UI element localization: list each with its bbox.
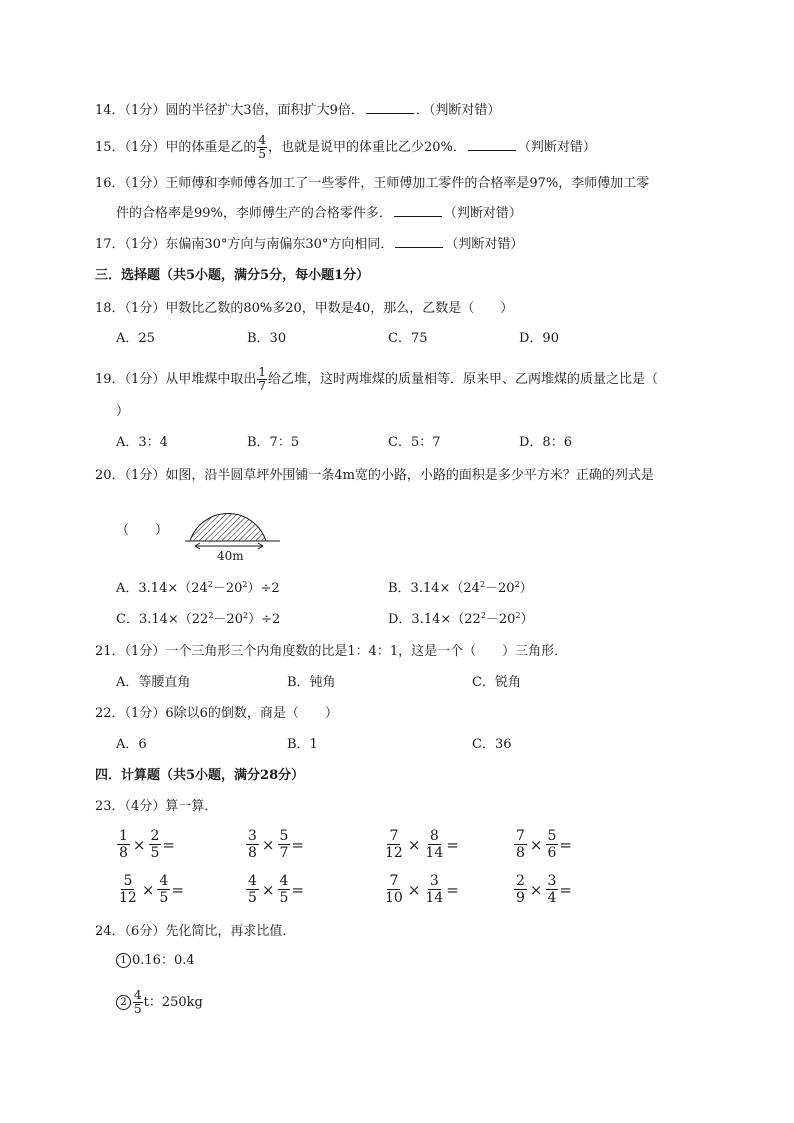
question-16: 16．（1分）王师傅和李师傅各加工了一些零件，王师傅加工零件的合格率是97%，李师傅加工零: [95, 176, 650, 191]
fraction: $\frac{4}{5}$: [134, 988, 142, 1016]
question-number: 19．（1分）: [95, 372, 166, 387]
fraction: $\frac{1}{7}$: [258, 365, 266, 393]
option-b[interactable]: B．30: [247, 331, 287, 346]
answer-blank[interactable]: [395, 235, 443, 248]
calc-item: [382, 828, 459, 861]
calc-item: [245, 873, 304, 906]
question-19-cont: ）: [116, 404, 130, 419]
answer-blank[interactable]: [468, 138, 516, 151]
item-number-circle: 2: [116, 995, 131, 1010]
question-number: 21．（1分）: [95, 644, 166, 659]
question-number: 22．（1分）: [95, 706, 166, 721]
option-d[interactable]: D．8：6: [519, 435, 572, 450]
calc-item: [116, 873, 184, 906]
equals-sign: =: [291, 835, 304, 854]
equals-sign: =: [446, 880, 459, 899]
option-d[interactable]: D．$3.14\times(22^2-20^2)$: [388, 611, 534, 627]
option-c[interactable]: C．$3.14\times(22^2-20^2)\div 2$: [116, 611, 281, 627]
fraction: $\frac{4}{5}$: [258, 133, 266, 161]
fraction: $\frac{3}{4}$: [547, 873, 557, 906]
figure-label: 40m: [217, 549, 244, 563]
calc-item: [116, 828, 175, 861]
question-22: 22．（1分）6除以6的倒数，商是（ ）: [95, 706, 338, 721]
fraction: $\frac{8}{14}$: [425, 828, 444, 861]
calc-item: [513, 873, 572, 906]
calc-item: [382, 873, 459, 906]
option-c[interactable]: C．锐角: [472, 675, 521, 690]
equals-sign: =: [162, 835, 175, 854]
option-c[interactable]: C．5：7: [388, 435, 441, 450]
question-16-cont: 件的合格率是99%，李师傅生产的合格零件多． （判断对错）: [116, 206, 522, 221]
question-21: 21．（1分）一个三角形三个内角度数的比是1：4：1，这是一个（ ）三角形．: [95, 644, 568, 659]
answer-paren: （ ）: [116, 523, 169, 538]
question-number: 14．（1分）: [95, 103, 166, 118]
question-number: 18．（1分）: [95, 301, 166, 316]
times-sign: ×: [261, 835, 275, 854]
fraction: $\frac{2}{9}$: [516, 873, 525, 906]
question-number: 23．（4分）: [95, 799, 166, 814]
equals-sign: =: [171, 880, 184, 899]
times-sign: ×: [529, 880, 543, 899]
times-sign: ×: [132, 835, 146, 854]
calc-item: [513, 828, 572, 861]
times-sign: ×: [141, 880, 155, 899]
equals-sign: =: [446, 835, 459, 854]
question-number: 15．（1分）: [95, 140, 166, 155]
semicircle-figure: [185, 498, 285, 568]
sub-item-2: 2 $\frac{4}{5}$ t：250kg: [116, 989, 203, 1016]
question-20: 20．（1分）如图，沿半圆草坪外围铺一条4m宽的小路，小路的面积是多少平方米？正确的列式是: [95, 468, 654, 483]
option-c[interactable]: C．36: [472, 737, 512, 752]
fraction: $\frac{1}{8}$: [119, 828, 128, 861]
question-number: 17．（1分）: [95, 237, 166, 252]
option-b[interactable]: B．$3.14\times(24^2-20^2)$: [388, 580, 533, 596]
times-sign: ×: [407, 880, 421, 899]
fraction: $\frac{3}{8}$: [248, 828, 257, 861]
question-number: 20．（1分）: [95, 468, 166, 483]
question-15: 15．（1分）甲的体重是乙的 $\frac{4}{5}$ ，也就是说甲的体重比乙少20%． （判断对错）: [95, 133, 596, 161]
question-18: 18．（1分）甲数比乙数的80%多20，甲数是40，那么，乙数是（ ）: [95, 301, 514, 316]
question-23: 23．（4分）算一算．: [95, 799, 218, 814]
option-a[interactable]: A．25: [116, 331, 155, 346]
item-number-circle: 1: [116, 953, 131, 968]
question-17: 17．（1分）东偏南30°方向与南偏东30°方向相同． （判断对错）: [95, 237, 524, 252]
option-a[interactable]: A．3：4: [116, 435, 168, 450]
option-a[interactable]: A．$3.14\times(24^2-20^2)\div 2$: [116, 580, 280, 596]
fraction: $\frac{7}{8}$: [516, 828, 525, 861]
section-heading-choice: 三．选择题（共5小题，满分5分，每小题1分）: [95, 268, 370, 283]
fraction: $\frac{4}{5}$: [279, 873, 289, 906]
question-24: 24．（6分）先化简比，再求比值．: [95, 924, 296, 939]
fraction: $\frac{3}{14}$: [425, 873, 444, 906]
times-sign: ×: [261, 880, 275, 899]
equals-sign: =: [559, 880, 572, 899]
equals-sign: =: [291, 880, 304, 899]
option-a[interactable]: A．6: [116, 737, 147, 752]
times-sign: ×: [407, 835, 421, 854]
question-14: 14．（1分）圆的半径扩大3倍，面积扩大9倍． ．（判断对错）: [95, 103, 501, 118]
fraction: $\frac{4}{5}$: [248, 873, 257, 906]
fraction: $\frac{7}{12}$: [385, 828, 403, 861]
answer-blank[interactable]: [366, 101, 414, 114]
fraction: $\frac{2}{5}$: [150, 828, 160, 861]
fraction: $\frac{4}{5}$: [159, 873, 169, 906]
fraction: $\frac{5}{7}$: [279, 828, 289, 861]
semicircle-shape: [190, 513, 266, 541]
option-b[interactable]: B．1: [287, 737, 318, 752]
fraction: $\frac{5}{12}$: [119, 873, 137, 906]
sub-item-1: 1 0.16：0.4: [116, 951, 195, 971]
answer-blank[interactable]: [394, 204, 442, 217]
section-heading-calc: 四．计算题（共5小题，满分28分）: [95, 768, 305, 783]
fraction: $\frac{7}{10}$: [385, 873, 403, 906]
option-c[interactable]: C．75: [388, 331, 428, 346]
fraction: $\frac{5}{6}$: [547, 828, 557, 861]
times-sign: ×: [529, 835, 543, 854]
question-number: 16．（1分）: [95, 176, 166, 191]
question-number: 24．（6分）: [95, 924, 166, 939]
equals-sign: =: [559, 835, 572, 854]
calc-item: [245, 828, 304, 861]
option-b[interactable]: B．7：5: [247, 435, 300, 450]
option-a[interactable]: A．等腰直角: [116, 675, 191, 690]
question-19: 19．（1分）从甲堆煤中取出 $\frac{1}{7}$ 给乙堆，这时两堆煤的质量相等．原来甲、乙两堆煤的质量之比是（: [95, 365, 658, 393]
option-b[interactable]: B．钝角: [287, 675, 336, 690]
option-d[interactable]: D．90: [519, 331, 559, 346]
